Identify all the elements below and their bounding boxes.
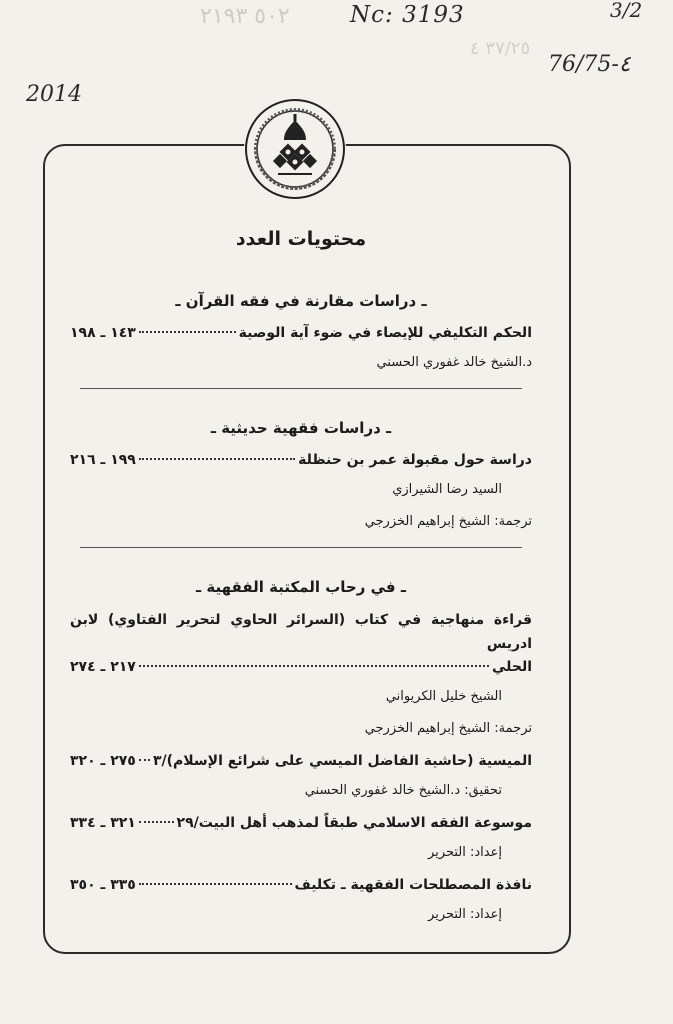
leader-dots	[139, 458, 295, 460]
page-range: ٣٣٥ ـ ٣٥٠	[70, 877, 136, 893]
toc-section	[70, 292, 532, 374]
page-title: محتويات العدد	[235, 228, 367, 250]
article-title: موسوعة الفقه الاسلامي طبقاً لمذهب أهل البيت/٢٩	[176, 815, 532, 831]
toc-section	[70, 578, 532, 926]
bleed-through-mark: ٣٧/٢٥ ٤	[470, 38, 531, 59]
table-of-contents	[70, 228, 532, 936]
toc-entry	[70, 874, 532, 926]
article-title-continued: الحلي	[491, 659, 532, 675]
article-title: الميسية (حاشية الفاضل الميسي على شرائع الإسلام)/٣	[152, 753, 532, 769]
translator: ترجمة: الشيخ إبراهيم الخزرجي	[364, 721, 532, 736]
toc-entry	[70, 812, 532, 864]
article-title: الحكم التكليفي للإيصاء في ضوء آية الوصية	[238, 325, 532, 341]
article-title: نافذة المصطلحات الفقهية ـ تكليف	[294, 877, 532, 893]
page-range: ١٩٩ ـ ٢١٦	[70, 452, 136, 468]
author: الشيخ خليل الكريواني	[385, 689, 502, 704]
handwritten-fraction: 3/2	[610, 0, 643, 22]
section-divider	[80, 547, 522, 548]
editor: إعداد: التحرير	[428, 845, 502, 860]
handwritten-year: 2014	[26, 82, 82, 107]
section-heading: ـ في رحاب المكتبة الفقهية ـ	[196, 578, 406, 596]
page-range: ٢٧٥ ـ ٣٢٠	[70, 753, 136, 769]
author: السيد رضا الشيرازي	[392, 482, 502, 497]
section-divider	[80, 388, 522, 389]
toc-entry	[70, 750, 532, 802]
editor: إعداد: التحرير	[428, 907, 502, 922]
leader-dots	[139, 883, 292, 885]
bleed-through-mark: ٥٠٢ ٢١٩٣	[200, 4, 290, 29]
toc-section	[70, 419, 532, 533]
page-range: ٣٢١ ـ ٣٣٤	[70, 815, 136, 831]
toc-entry	[70, 608, 532, 740]
section-heading: ـ دراسات فقهية حديثية ـ	[210, 419, 392, 437]
editor: تحقيق: د.الشيخ خالد غفوري الحسني	[304, 783, 502, 798]
toc-entry	[70, 449, 532, 533]
leader-dots	[139, 331, 236, 333]
article-title: قراءة منهاجية في كتاب (السرائر الحاوي لتحرير الفتاوي) لابن ادريس	[70, 612, 532, 652]
translator: ترجمة: الشيخ إبراهيم الخزرجي	[364, 514, 532, 529]
page-range: ١٤٣ ـ ١٩٨	[70, 325, 136, 341]
section-heading: ـ دراسات مقارنة في فقه القرآن ـ	[175, 292, 427, 310]
leader-dots	[139, 759, 150, 761]
leader-dots	[139, 665, 489, 667]
journal-emblem-logo	[244, 98, 346, 200]
leader-dots	[139, 821, 174, 823]
handwritten-nc-number: Nc: 3193	[350, 2, 465, 28]
author: د.الشيخ خالد غفوري الحسني	[376, 355, 532, 370]
toc-entry	[70, 322, 532, 374]
page-range: ٢١٧ ـ ٢٧٤	[70, 659, 136, 675]
handwritten-code: 76/75-٤	[548, 52, 631, 77]
article-title: دراسة حول مقبولة عمر بن حنظلة	[298, 452, 532, 468]
